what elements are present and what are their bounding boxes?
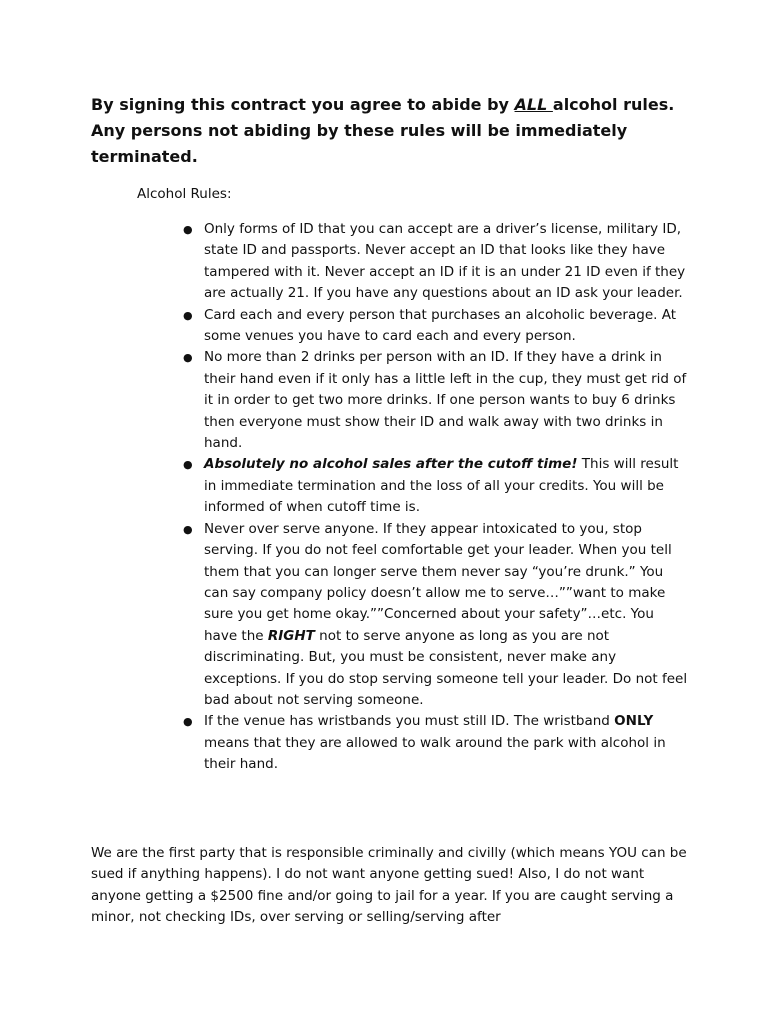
rule-item-cutoff-time	[180, 454, 690, 518]
rule-text-before: If the venue has wristbands you must still ID. The wristband	[204, 713, 615, 730]
bullet-icon: ●	[183, 308, 193, 322]
rules-title: Alcohol Rules:	[137, 186, 232, 202]
rule-text-after: means that they are allowed to walk around the park with alcohol in their hand.	[204, 734, 666, 773]
rule-item-over-serve	[180, 519, 690, 712]
rule-item-id-forms	[180, 219, 690, 305]
heading-text-start: By signing this contract you agree to abide by	[91, 95, 515, 114]
rule-item-card-everyone	[180, 305, 690, 348]
rule-item-wristbands	[180, 711, 690, 775]
rule-bold-right: RIGHT	[267, 627, 315, 644]
rule-text: This will result in immediate termination and the loss of all your credits. You will be informed of when cutoff time is.	[204, 456, 679, 516]
rule-text: No more than 2 drinks per person with an ID. If they have a drink in their hand even if it only has a little left in the cup, they must get rid of it in order to get two more drinks. If one person wants to buy 6 drinks then everyone must show their ID and walk away with two drinks in hand.	[204, 349, 687, 452]
heading-text-end: alcohol rules. Any persons not abiding by these rules will be immediately terminated.	[91, 95, 675, 166]
responsibility-paragraph: We are the first party that is responsible criminally and civilly (which means YOU can be sued if anything happens). I do not want anyone getting sued! Also, I do not want anyone getting a $2500 fine and/or going to jail for a year. If you are caught serving a minor, not checking IDs, over serving or selling/serving after	[91, 845, 687, 926]
rule-text: Only forms of ID that you can accept are a driver’s license, military ID, state ID and passports. Never accept an ID that looks like they have tampered with it. Never accept an ID if it is an under 21 ID even if they are actually 21. If you have any questions about an ID ask your leader.	[204, 221, 686, 302]
rule-bold-only: ONLY	[614, 713, 654, 730]
rule-bold-lead: Absolutely no alcohol sales after the cutoff time!	[204, 456, 578, 473]
rule-text-after: not to serve anyone as long as you are not discriminating. But, you must be consistent, never make any exceptions. If you do stop serving someone tell your leader. Do not feel bad about not serving someone.	[204, 627, 688, 708]
bullet-icon: ●	[183, 223, 193, 236]
heading-emphasis-all: ALL	[514, 95, 553, 114]
rules-list	[180, 219, 690, 776]
bullet-icon: ●	[183, 715, 193, 729]
rule-text-before: Never over serve anyone. If they appear intoxicated to you, stop serving. If you do not feel comfortable get your leader. When you tell them that you can longer serve them never say “you’re drunk.” You can say company policy doesn’t allow me to serve…””want to make sure you get home okay.””Concerned about your safety”…etc. You have the	[204, 520, 672, 644]
rule-text: Card each and every person that purchases an alcoholic beverage. At some venues you have to card each and every person.	[204, 306, 677, 345]
rule-item-drink-limit	[180, 347, 690, 454]
bullet-icon: ●	[183, 351, 193, 365]
contract-heading	[91, 92, 691, 170]
bullet-icon: ●	[183, 522, 193, 536]
bullet-icon: ●	[183, 458, 193, 472]
